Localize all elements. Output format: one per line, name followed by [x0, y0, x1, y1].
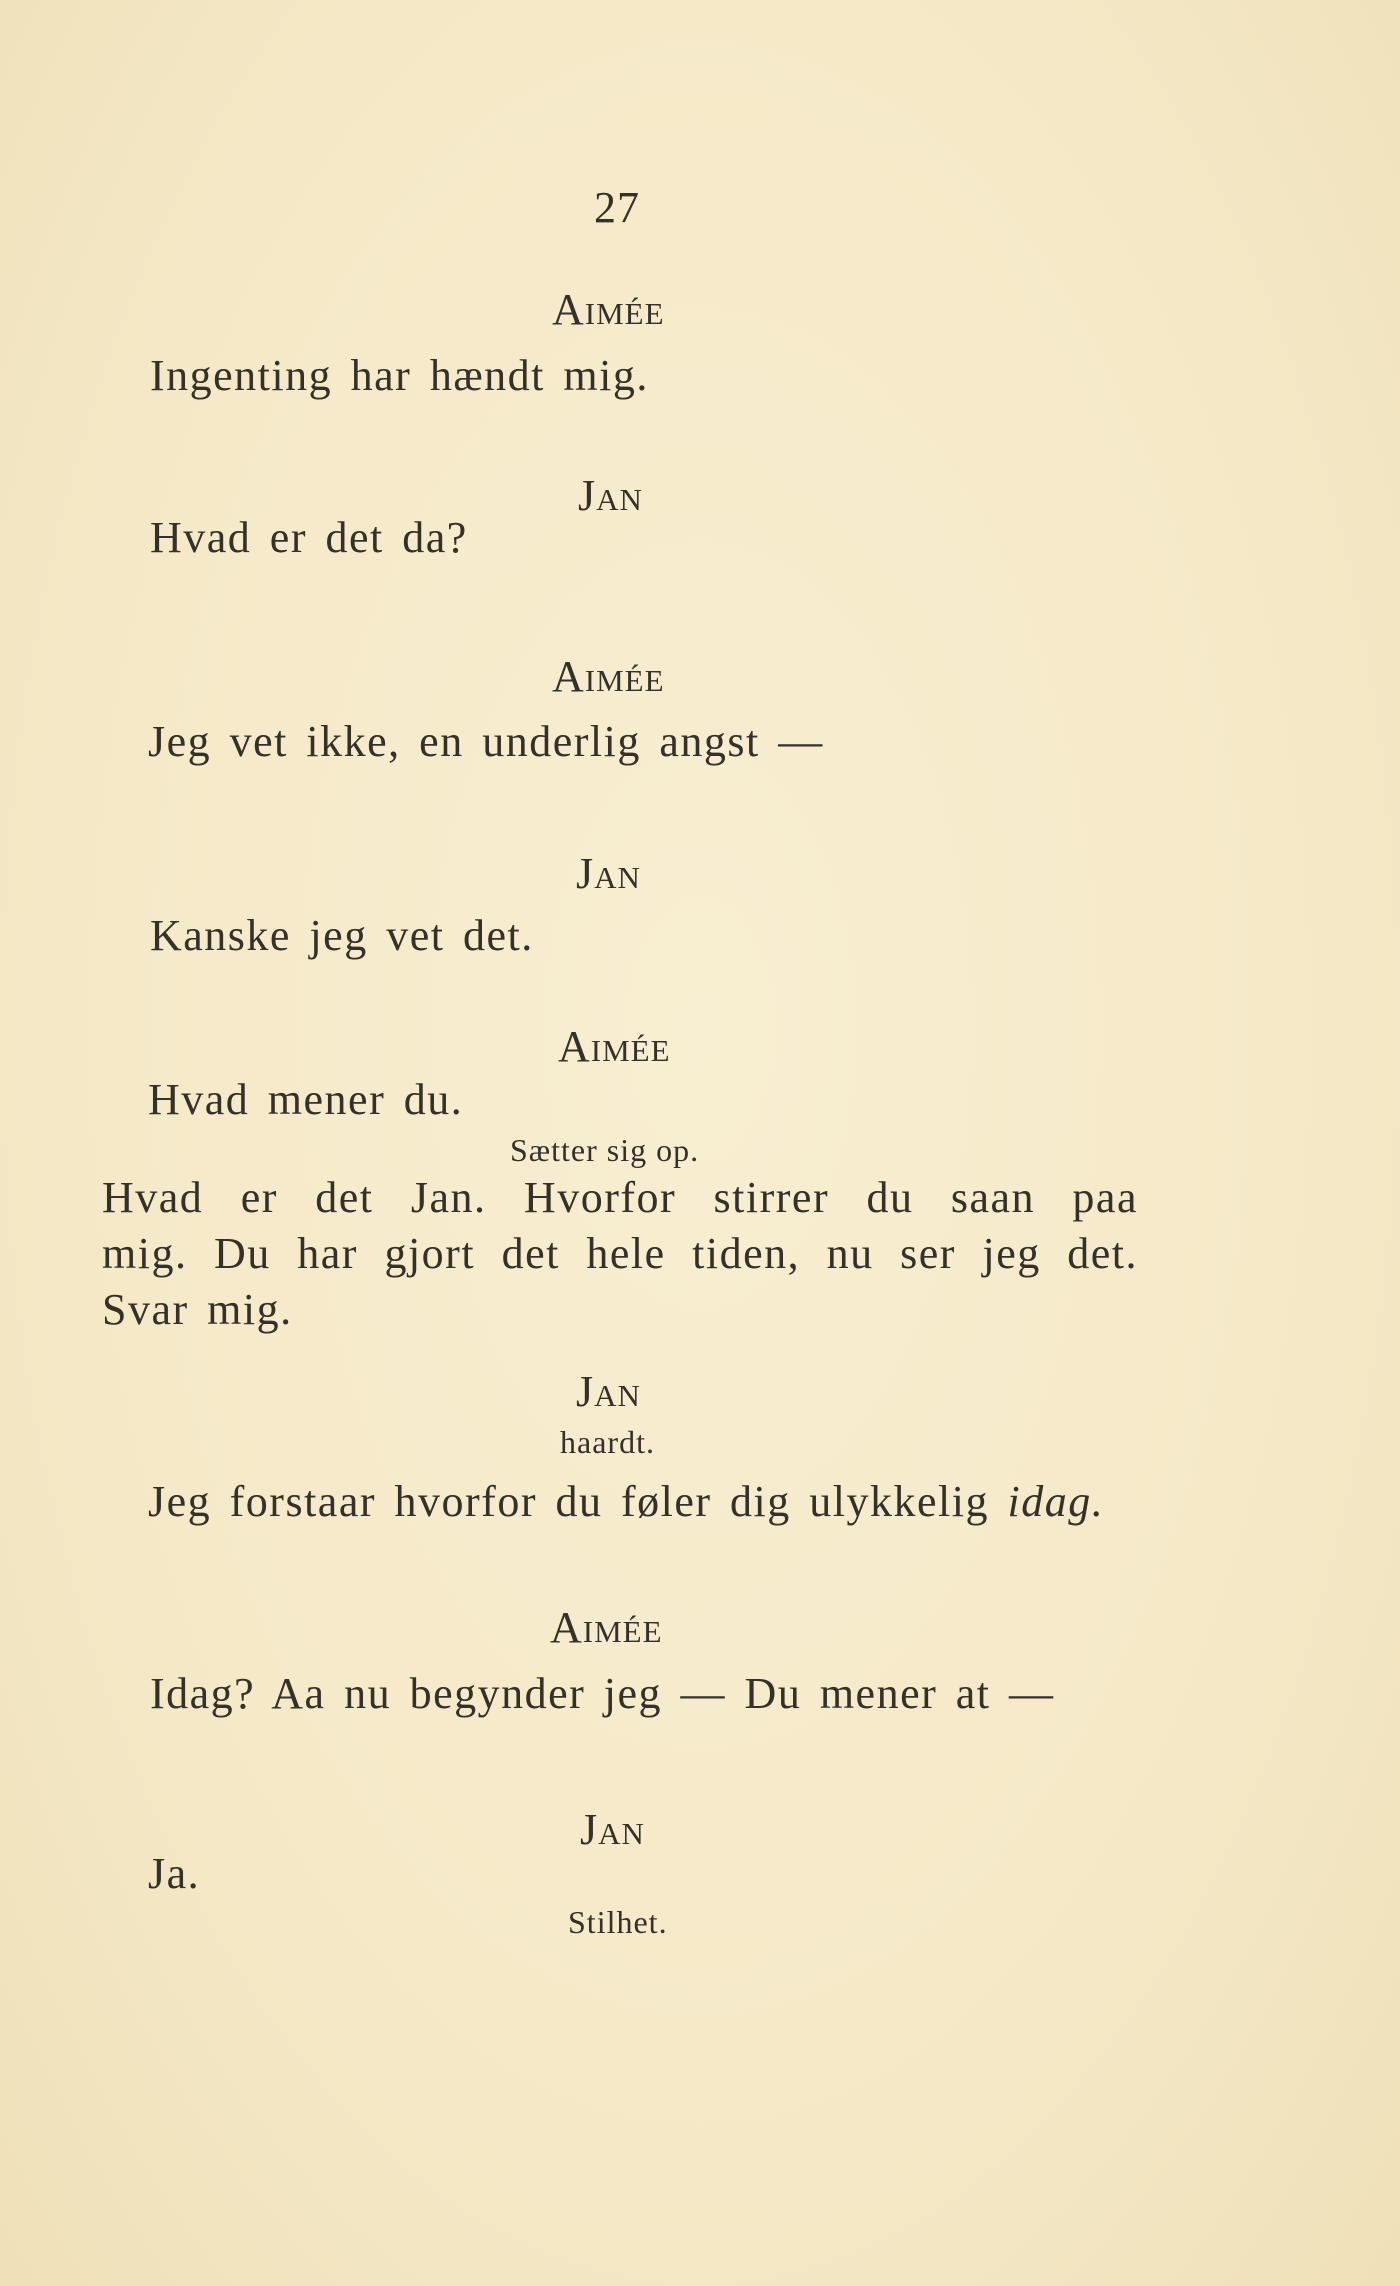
dialogue-line: [148, 1477, 1105, 1526]
dialogue-line: Hvad er det da?: [150, 513, 468, 562]
speaker-name: Jan: [578, 471, 643, 520]
dialogue-line: Ingenting har hændt mig.: [150, 351, 649, 400]
dialogue-line: Kanske jeg vet det.: [150, 911, 534, 960]
paragraph-line: Hvad er det Jan. Hvorfor stirrer du saan paa: [102, 1173, 1138, 1222]
stage-direction: haardt.: [560, 1424, 655, 1460]
dialogue-line: Idag? Aa nu begynder jeg — Du mener at —: [150, 1669, 1055, 1718]
dialogue-line: Ja.: [148, 1849, 201, 1898]
speaker-name: Aimée: [550, 1603, 663, 1652]
dialogue-line: Jeg vet ikke, en underlig angst —: [148, 717, 824, 766]
speaker-name: Jan: [580, 1805, 645, 1854]
stage-direction: Stilhet.: [568, 1904, 668, 1940]
dialogue-line-text: Jeg forstaar hvorfor du føler dig ulykkelig: [148, 1477, 1008, 1526]
dialogue-line: Hvad mener du.: [148, 1075, 464, 1124]
page-number: 27: [594, 183, 640, 232]
speaker-name: Jan: [576, 849, 641, 898]
stage-direction: Sætter sig op.: [510, 1132, 700, 1168]
speaker-name: Jan: [576, 1367, 641, 1416]
speaker-name: Aimée: [558, 1022, 671, 1071]
paragraph-line: Svar mig.: [102, 1285, 293, 1334]
emphasized-word: idag.: [1007, 1477, 1105, 1526]
speaker-name: Aimée: [552, 652, 665, 701]
speaker-name: Aimée: [552, 285, 665, 334]
paragraph-line: mig. Du har gjort det hele tiden, nu ser jeg det.: [102, 1229, 1138, 1278]
